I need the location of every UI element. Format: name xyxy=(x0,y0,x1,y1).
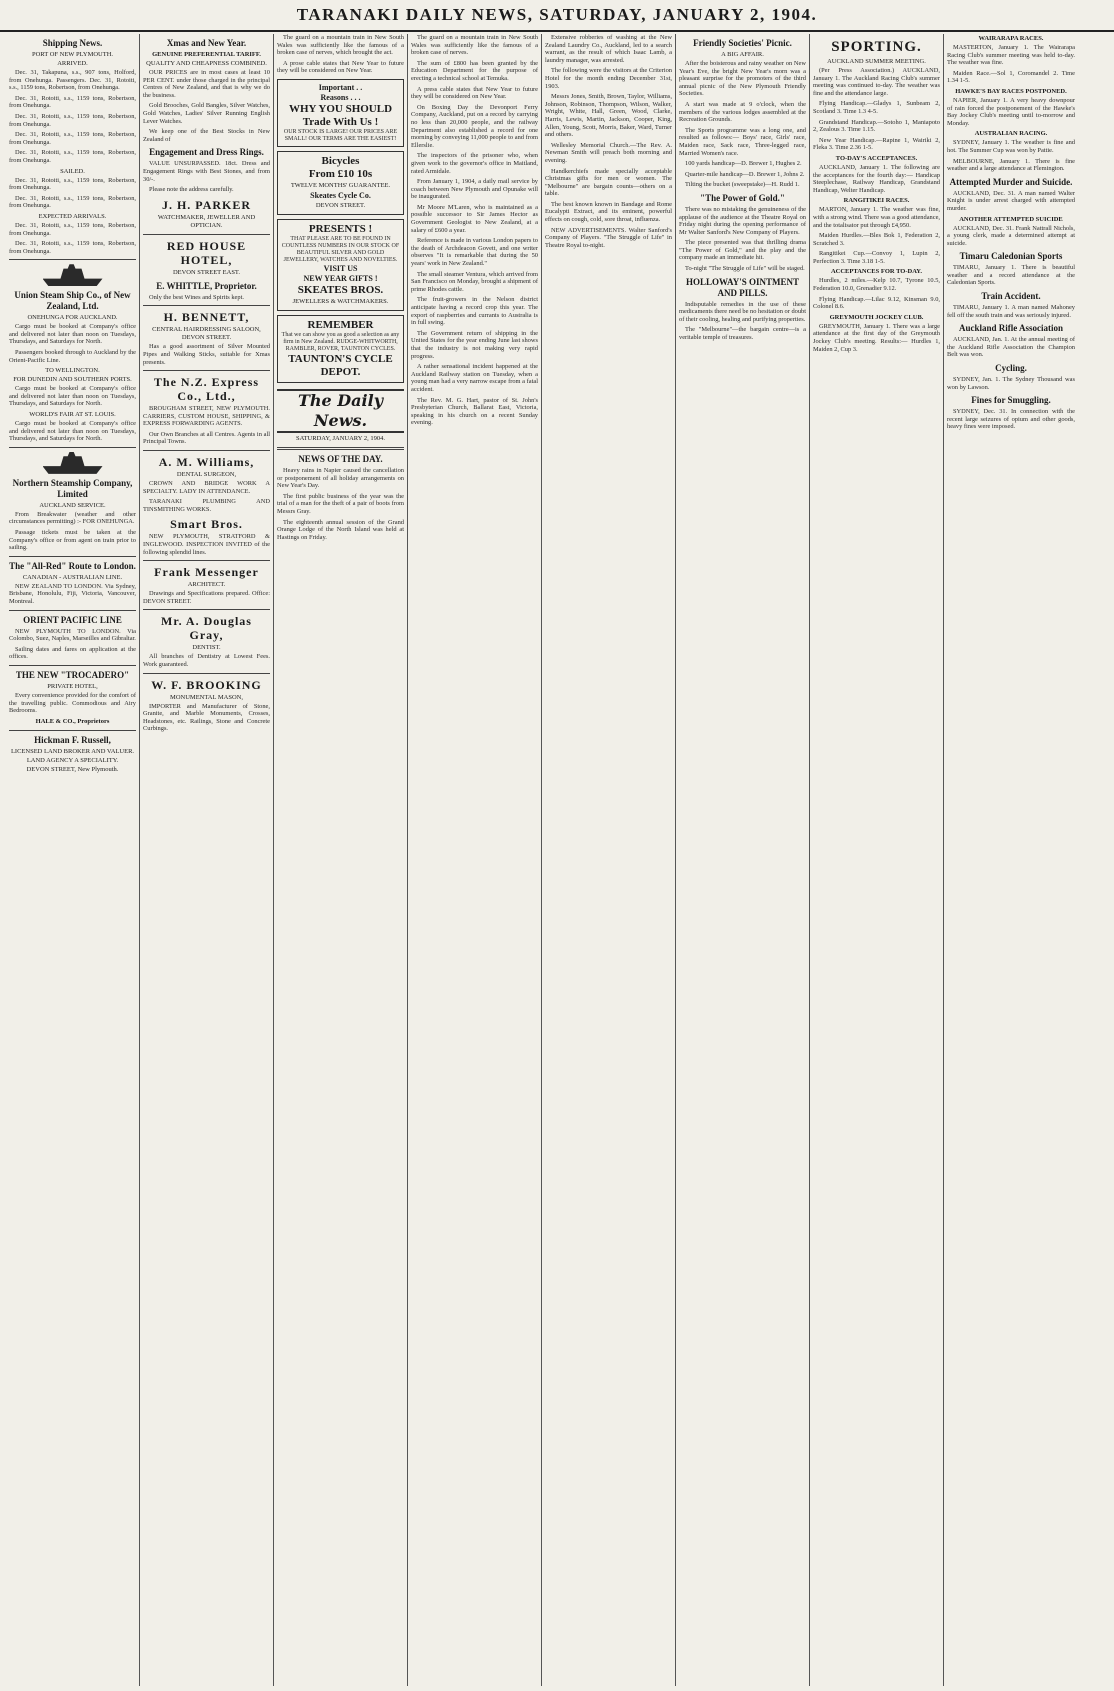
expected-heading: EXPECTED ARRIVALS. xyxy=(38,212,107,220)
taunton-text: That we can show you as good a selection as any firm in New Zealand. RUDGE-WHITWORTH, RAMBLER, ROVER, TAUNTON CYCLES. xyxy=(281,331,400,352)
williams-heading: A. M. Williams, xyxy=(158,455,255,470)
news-column-4-text: The guard on a mountain train in New South Wales was sufficiently like the famous of a broken case of nerves. The sum of £800 has been granted by the Education Department for the purpose of erecting a technical school at Temuka. A press cable states that New Year to future they will be considered on New Year. On Boxing Day the Devonport Ferry Company, Auckland, put on a record by carrying no less than 20,000 people, and the railway Department also established a record for one morning by conveying 11,000 people to and from Ellerslie. The inspectors of the prisoner who, when given work to the governor's office in Maitland, rated Armidale. From January 1, 1904, a daily mail service by coach between New Plymouth and Opunake will be inaugurated. Mr Moore M'Laren, who is maintained as a possible successor to Sir James Hector as Government Geologist to New Zealand, at a salary of £600 a year. Reference is made in various London papers to the death of Archdeacon Govett, and one writer observes "It is remarkable that during the 50 years' work in New Zealand." The small steamer Ventura, which arrived from San Francisco on Monday, brought a shipment of prime Rhodes cattle. The fruit-growers in the Nelson district anticipate having a record crop this year. The export of raspberries and currants to Australia is in full swing. The Government return of shipping in the United States for the year ending June last shows that the industry is not making very rapid progress. A rather sensational incident happened at the Auckland Railway station on Tuesday, when a young man had a very narrow escape from a fatal accident. The Rev. M. G. Hart, pastor of St. John's Presbyterian Church, Ballarat East, Victoria, speaking in his church on a recent Sunday evening. xyxy=(411,34,538,427)
williams-sub: DENTAL SURGEON, xyxy=(176,471,237,479)
orient-pacific-heading: ORIENT PACIFIC LINE xyxy=(23,614,122,625)
southern-ports-heading: FOR DUNEDIN AND SOUTHERN PORTS. xyxy=(13,376,132,384)
picnic-text: After the boisterous and rainy weather on New Year's Eve, the bright New Year's morn was a pleasant surprise for the promoters of the third annual picnic of the New Plymouth Friendly Societies. A start was made at 9 o'clock, when the members of the various lodges assembled at the Recreation Grounds. The Sports programme was a long one, and resulted as follows:— Boys' race, Girls' race, Maiden race, Sack race, Three-legged race, Married Women's race. 100 yards handicap—D. Brewer 1, Hughes 2. Quarter-mile handicap—D. Brewer 1, Johns 2. Tilting the bucket (sweepstake)—H. Rudd 1. xyxy=(679,60,806,189)
news-of-the-day-heading: NEWS OF THE DAY. xyxy=(298,453,383,464)
column-shipping xyxy=(6,34,140,1686)
worlds-fair-text: Cargo must be booked at Company's office and delivered not later than noon on Tuesdays, Thursdays, and Saturdays for North. xyxy=(9,420,136,443)
issue-date: SATURDAY, JANUARY 2, 1904. xyxy=(296,434,385,442)
parker-sub: WATCHMAKER, JEWELLER AND OPTICIAN. xyxy=(157,213,256,229)
sailings-text: Dec. 31, Rotoiti, s.s., 1159 tons, Robertson, from Onehunga. Dec. 31, Rotoiti, s.s., 1159 tons, Robertson, from Onehunga. xyxy=(9,176,136,210)
all-red-route-heading: The "All-Red" Route to London. xyxy=(9,560,136,571)
continued-article: The guard on a mountain train in New South Wales was sufficiently like the famous of a broken case of nerves, which brought the act. A prose cable states that New Year to future they will be considered on New Year. xyxy=(277,34,404,75)
trade-heading: WHY YOU SHOULD Trade With Us ! xyxy=(288,102,393,128)
attempted-murder-text: AUCKLAND, Dec. 31. A man named Walter Knight is under arrest charged with attempted murder. xyxy=(947,189,1075,212)
xmas-text: OUR PRICES are in most cases at least 10 PER CENT. under those charged in the principal Centres of New Zealand, and that is why we do the business. Gold Brooches, Gold Bangles, Silver Watches, Gold Watches, Ladies' Silver Running English Lever Watches. We keep one of the Best Stocks in New Zealand of xyxy=(143,69,270,143)
brooking-heading: W. F. BROOKING xyxy=(151,677,262,692)
northern-steamship-heading: Northern Steamship Company, Limited xyxy=(12,477,133,499)
column-news-1 xyxy=(408,34,542,1686)
column-cables xyxy=(944,34,1078,1686)
news-of-the-day-text: Heavy rains in Napier caused the cancellation or postponement of all holiday arrangements on New Year's Day. The first public business of the year was the trial of a man for the theft of a pair of boots from Messrs Gray. The eighteenth annual session of the Grand Orange Lodge of the North Island was held at Hastings on Friday. xyxy=(277,466,404,541)
canadian-line-heading: CANADIAN - AUSTRALIAN LINE. xyxy=(22,573,123,581)
williams-text: CROWN AND BRIDGE WORK A SPECIALTY. LADY IN ATTENDANCE. TARANAKI PLUMBING AND TINSMITHING WORKS. xyxy=(143,480,270,513)
skeates-cycle-sub: DEVON STREET. xyxy=(315,201,366,209)
smart-bros-text: NEW PLYMOUTH, STRATFORD & INGLEWOOD. INSPECTION INVITED of the following splendid lines. xyxy=(143,533,270,556)
engagement-rings-heading: Engagement and Dress Rings. xyxy=(149,147,264,158)
picnic-heading: Friendly Societies' Picnic. xyxy=(693,38,792,48)
union-steam-ship-text: Cargo must be booked at Company's office and delivered not later than noon on Tuesdays, Thursdays, and Saturdays for North. Passengers booked through to Auckland by the Orient-Pacific Line. xyxy=(9,323,136,364)
australian-racing-heading: AUSTRALIAN RACING. xyxy=(974,130,1048,138)
skeates-cycle-heading: Skeates Cycle Co. xyxy=(310,190,371,200)
auckland-results-text: (Per Press Association.) AUCKLAND, January 1. The Auckland Racing Club's summer meeting was continued to-day. The weather was fine and the attendance large. Flying Handicap.—Gladys 1, Sunbeam 2, Scotland 3. Time 1.3 4-5. Grandstand Handicap.—Sotoho 1, Maniapoto 2, Zealous 3. Time 1.15. New Year Handicap.—Rapine 1, Wairiki 2, Fleka 3. Time 2.36 1-5. xyxy=(813,67,940,152)
all-red-text: NEW ZEALAND TO LONDON. Via Sydney, Brisbane, Honolulu, Fiji, Victoria, Vancouver, Montreal. xyxy=(9,582,136,605)
nz-express-heading: The N.Z. Express Co., Ltd., xyxy=(153,375,260,404)
todays-acceptances-text: AUCKLAND, January 1. The following are the acceptances for the fourth day:— Handicap Steeplechase, Railway Handicap, Grandstand Handicap, Welter Handicap. xyxy=(813,163,940,194)
arrived-heading: ARRIVED. xyxy=(57,60,88,67)
port-heading: PORT OF NEW PLYMOUTH. xyxy=(31,51,114,58)
masthead xyxy=(0,0,1114,32)
taunton-heading: TAUNTON'S CYCLE DEPOT. xyxy=(288,352,393,378)
auckland-service-heading: AUCKLAND SERVICE. xyxy=(39,501,106,509)
arrivals-text: Dec. 31, Takapuna, s.s., 907 tons, Holford, from Onehunga. Passengers. Dec. 31, Rotoiti, s.s., 1159 tons, Robertson, from Onehunga. Dec. 31, Rotoiti, s.s., 1159 tons, Robertson, from Onehunga. Dec. 31, Rotoiti, s.s., 1159 tons, Robertson, from Onehunga. Dec. 31, Rotoiti, s.s., 1159 tons, Robertson, from Onehunga. Dec. 31, Rotoiti, s.s., 1159 tons, Robertson, from Onehunga. xyxy=(9,69,136,164)
messenger-heading: Frank Messenger xyxy=(154,565,259,580)
orient-text: NEW PLYMOUTH TO LONDON. Via Colombo, Suez, Naples, Marseilles and Gibraltar. Sailing dates and fares on application at the offices. xyxy=(9,627,136,661)
brooking-text: IMPORTER and Manufacturer of Stone, Granite, and Marble Monuments, Crosses, Headstones, etc. Railings, Stone and Concrete Curbings. xyxy=(143,702,270,733)
brooking-sub: MONUMENTAL MASON, xyxy=(170,693,243,701)
rings-text: VALUE UNSURPASSED. 18ct. Dress and Engagement Rings with Best Stones, and from 30/-. Please note the address carefully. xyxy=(143,160,270,194)
big-affair-heading: A BIG AFFAIR. xyxy=(721,51,764,58)
messenger-text: Drawings and Specifications prepared. Office: DEVON STREET. xyxy=(143,590,270,605)
trade-text: OUR STOCK IS LARGE! OUR PRICES ARE SMALL! OUR TERMS ARE THE EASIEST! xyxy=(283,128,398,142)
gray-heading: Mr. A. Douglas Gray, xyxy=(161,614,252,643)
trocadero-heading: THE NEW "TROCADERO" xyxy=(15,669,130,680)
cycling-text: SYDNEY, Jan. 1. The Sydney Thousand was won by Lawson. xyxy=(947,376,1075,391)
rifle-association-heading: Auckland Rifle Association xyxy=(958,323,1063,334)
attempted-murder-heading: Attempted Murder and Suicide. xyxy=(949,176,1073,187)
new-year-gifts-heading: NEW YEAR GIFTS ! xyxy=(303,273,378,283)
red-house-heading: RED HOUSE HOTEL, xyxy=(166,238,247,267)
rangitikei-heading: RANGITIKEI RACES. xyxy=(843,197,910,205)
wellington-heading: TO WELLINGTON. xyxy=(45,367,100,375)
steamship-illustration xyxy=(43,264,103,286)
column-advertisements xyxy=(140,34,274,1686)
smuggling-text: SYDNEY, Dec. 31. In connection with the recent large seizures of opium and other goods, heavy fines were imposed. xyxy=(947,408,1075,431)
red-house-text: Only the best Wines and Spirits kept. xyxy=(149,293,244,301)
red-house-sub: DEVON STREET EAST. xyxy=(172,268,241,276)
xmas-heading: Xmas and New Year. xyxy=(166,38,247,48)
onehunga-heading: ONEHUNGA FOR AUCKLAND. xyxy=(27,314,118,322)
sailed-heading: SAILED. xyxy=(60,167,85,175)
australian-racing-text: SYDNEY, January 1. The weather is fine and hot. The Summer Cup was won by Pattie. MELBOURNE, January 1. There is fine weather and a large attendance at Flemington. xyxy=(947,139,1075,173)
newspaper-title: TARANAKI DAILY NEWS, SATURDAY, JANUARY 2, 1904. xyxy=(296,5,818,24)
hawkes-bay-text: NAPIER, January 1. A very heavy downpour of rain forced the postponement of the Hawke's Bay Jockey Club's meeting until to-morrow and Monday. xyxy=(947,96,1075,127)
page-columns xyxy=(6,34,1108,1686)
hickman-russell-heading: Hickman F. Russell, xyxy=(34,734,111,745)
wairarapa-heading: WAIRARAPA RACES. xyxy=(978,35,1044,42)
todays-acceptances-heading: TO-DAY'S ACCEPTANCES. xyxy=(835,154,918,162)
smart-bros-heading: Smart Bros. xyxy=(170,517,243,532)
bicycles-price: From £10 10s xyxy=(308,167,373,180)
another-suicide-text: AUCKLAND, Dec. 31. Frank Nattrall Nichols, a young clerk, made a determined attempt at suicide. xyxy=(947,224,1075,247)
shipping-heading: Shipping News. xyxy=(42,38,103,48)
skeates-bros-heading: SKEATES BROS. xyxy=(297,283,384,296)
greymouth-text: GREYMOUTH, January 1. There was a large attendance at the first day of the Greymouth Jockey Club's meeting. Results:— Hurdles 1, Maiden 2, Cup 3. xyxy=(813,322,940,353)
remember-heading: REMEMBER xyxy=(307,318,374,331)
bicycles-heading: Bicycles xyxy=(321,154,360,167)
reasons-label: Reasons . . . xyxy=(320,92,361,102)
rifle-text: AUCKLAND, Jan. 1. At the annual meeting of the Auckland Rifle Association the Champion Belt was won. xyxy=(947,336,1075,359)
taunton-ad xyxy=(277,315,404,383)
steamship-illustration-2 xyxy=(43,452,103,474)
train-accident-text: TIMARU, January 1. A man named Mahoney fell off the south train and was seriously injured. xyxy=(947,304,1075,319)
power-of-gold-heading: "The Power of Gold." xyxy=(700,192,785,203)
column-news-2 xyxy=(542,34,676,1686)
bennett-sub: CENTRAL HAIRDRESSING SALOON, DEVON STREET. xyxy=(152,326,261,342)
parker-heading: J. H. PARKER xyxy=(161,197,252,212)
worlds-fair-heading: WORLD'S FAIR AT ST. LOUIS. xyxy=(29,411,116,419)
holloway-heading: HOLLOWAY'S OINTMENT AND PILLS. xyxy=(686,276,799,298)
rangitikei-text: MARTON, January 1. The weather was fine, with a strong wind. There was a good attendance, and the totalisator put through £4,950. Maiden Hurdles.—Bles Bok 1, Federation 2, Scratched 3. Rangitikei Cup.—Convoy 1, Lupin 2, Perfection 3. Time 3.18 1-5. xyxy=(813,206,940,265)
tariff-heading: GENUINE PREFERENTIAL TARIFF. xyxy=(152,51,261,58)
land-agency: LAND AGENCY A SPECIALITY. xyxy=(26,756,119,764)
visit-us-heading: VISIT US xyxy=(323,263,358,273)
column-ads-and-editorial xyxy=(274,34,408,1686)
presents-ad xyxy=(277,219,404,311)
northern-text: From Breakwater (weather and other circumstances permitting) :- FOR ONEHUNGA. Passage tickets must be taken at the Company's office or from agent on train prior to sailing. xyxy=(9,510,136,552)
bennett-text: Has a good assortment of Silver Mounted Pipes and Walking Sticks, suitable for Xmas presents. xyxy=(143,343,270,366)
skeates-bros-sub: JEWELLERS & WATCHMAKERS. xyxy=(292,297,389,305)
daily-news-logo: The Daily News. xyxy=(277,389,404,433)
greymouth-heading: GREYMOUTH JOCKEY CLUB. xyxy=(829,313,924,321)
column-friendly-societies xyxy=(676,34,810,1686)
southern-text: Cargo must be booked at Company's office and delivered not later than noon on Tuesdays, Thursdays, and Saturdays for North. xyxy=(9,385,136,408)
timaru-text: TIMARU, January 1. There is beautiful weather and a record attendance at the Caledonian Sports. xyxy=(947,264,1075,287)
cycling-heading: Cycling. xyxy=(995,363,1027,374)
hawkes-bay-heading: HAWKE'S BAY RACES POSTPONED. xyxy=(955,87,1067,95)
timaru-sports-heading: Timaru Caledonian Sports xyxy=(959,251,1063,262)
messenger-sub: ARCHITECT. xyxy=(187,581,226,589)
acceptances-text: Hurdles, 2 miles.—Kelp 10.7, Tyrone 10.5, Federation 10.0, Grenadier 9.12. Flying Handicap.—Lilac 9.12, Kinsman 9.0, Colonel 8.6. xyxy=(813,277,940,311)
expected-text: Dec. 31, Rotoiti, s.s., 1159 tons, Robertson, from Onehunga. Dec. 31, Rotoiti, s.s., 1159 tons, Robertson, from Onehunga. xyxy=(9,221,136,255)
trocadero-sub: PRIVATE HOTEL, xyxy=(47,682,98,690)
trade-with-us-ad xyxy=(277,79,404,147)
union-steam-ship-heading: Union Steam Ship Co., of New Zealand, Ltd. xyxy=(14,290,131,312)
another-suicide-heading: ANOTHER ATTEMPTED SUICIDE xyxy=(959,215,1063,223)
train-accident-heading: Train Accident. xyxy=(981,291,1041,302)
quality-heading: QUALITY AND CHEAPNESS COMBINED. xyxy=(146,60,267,67)
column-sporting xyxy=(810,34,944,1686)
sporting-heading: SPORTING. xyxy=(831,39,922,55)
presents-text: THAT PLEASE ARE TO BE FOUND IN COUNTLESS NUMBERS IN OUR STOCK OF BEAUTIFUL SILVER AND GOLD JEWELLERY, WATCHES AND NOVELTIES. xyxy=(281,235,400,263)
devon-street-address: DEVON STREET, New Plymouth. xyxy=(26,765,119,773)
acceptances-heading: ACCEPTANCES FOR TO-DAY. xyxy=(830,268,923,276)
gray-sub: DENTIST. xyxy=(192,644,221,652)
nz-express-text: BROUGHAM STREET, NEW PLYMOUTH. CARRIERS, CUSTOM HOUSE, SHIPPING, & EXPRESS FORWARDING AGENTS. Our Own Branches at all Centres. Agents in all Principal Towns. xyxy=(143,405,270,446)
trocadero-text: Every convenience provided for the comfort of the travelling public. Commodious and Airy Bedrooms. xyxy=(9,691,136,715)
holloway-text: Indisputable remedies in the use of these medicaments there need be no hesitation or doubt of their cooling, healing and purifying properties. The "Melbourne"—the bargain centre—is a veritable temple of treasures. xyxy=(679,300,806,342)
wairarapa-text: MASTERTON, January 1. The Wairarapa Racing Club's summer meeting was held to-day. The weather was fine. Maiden Race.—Sol 1, Coromandel 2. Time 1.34 1-5. xyxy=(947,44,1075,85)
whittle-proprietor: E. WHITTLE, Proprietor. xyxy=(156,280,257,291)
bennett-heading: H. BENNETT, xyxy=(163,310,250,325)
smuggling-heading: Fines for Smuggling. xyxy=(971,395,1051,406)
important-label: Important . . xyxy=(318,82,363,92)
land-broker: LICENSED LAND BROKER AND VALUER. xyxy=(10,747,135,755)
hale-proprietors: HALE & CO., Proprietors xyxy=(35,717,110,725)
bicycles-ad xyxy=(277,151,404,215)
guarantee-text: TWELVE MONTHS' GUARANTEE. xyxy=(290,181,391,189)
power-of-gold-text: There was no mistaking the genuineness of the applause of the audience at the Theatre Royal on Friday night during the opening performance of Mr Walter Sanford's New Company of Players. The piece presented was that thrilling drama "The Power of Gold," and the play and the company made an immediate hit. To-night "The Struggle of Life" will be staged. xyxy=(679,205,806,273)
gray-text: All branches of Dentistry at Lowest Fees. Work guaranteed. xyxy=(143,653,270,668)
news-column-5-text: Extensive robberies of washing at the New Zealand Laundry Co., Auckland, led to a search warrant, as the result of which Isaac Lamb, a laundry manager, was arrested. The following were the visitors at the Criterion Hotel for the month ending December 31st, 1903. Messrs Jones, Smith, Brown, Taylor, Williams, Johnson, Robinson, Thompson, Wilson, Walker, Wright, White, Hall, Green, Wood, Clarke, Harris, Lewis, Martin, Jackson, Cooper, King, Allen, Young, Scott, Morris, Baker, Ward, Turner and others. Wellesley Memorial Church.—The Rev. A. Newman Smith will preach both morning and evening. Handkerchiefs made specially acceptable Christmas gifts for men or women. The "Melbourne" are bargain counts—others on a table. The best known known in Bandage and Rome Eucalypti Extract, and its eminent, powerful effects on cough, cold, sore throat, influenza. NEW ADVERTISEMENTS. Walter Sanford's Company of Players. "The Struggle of Life" in Theatre Royal to-night. xyxy=(545,34,672,249)
presents-heading: PRESENTS ! xyxy=(308,222,373,235)
auckland-summer-heading: AUCKLAND SUMMER MEETING. xyxy=(827,58,926,65)
